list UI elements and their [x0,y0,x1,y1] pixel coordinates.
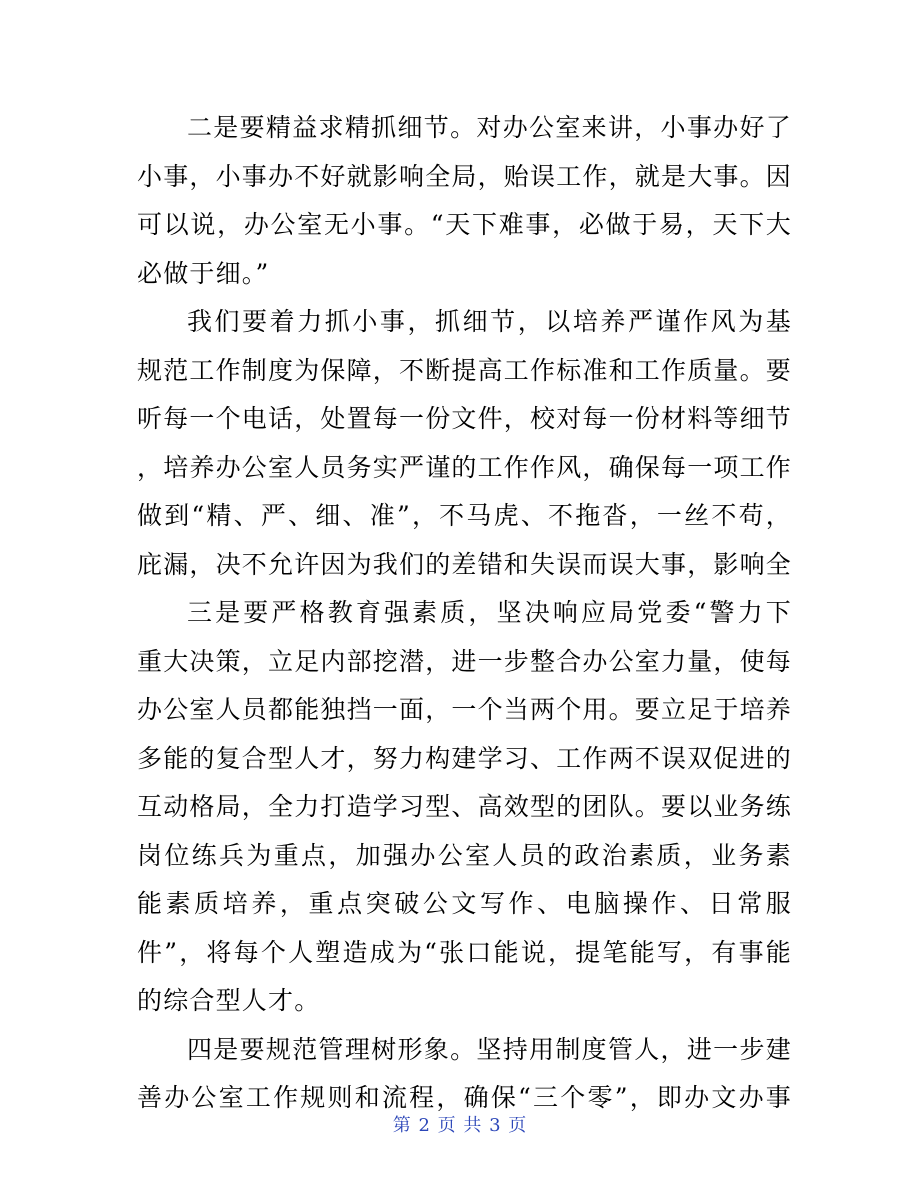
text-line: 庇漏，决不允许因为我们的差错和失误而误大事，影响全 [137,549,792,579]
text-line: 三是要严格教育强素质，坚决响应局党委“警力下 [187,598,792,627]
text-line: 做到“精、严、细、准”，不马虎、不拖沓，一丝不苟， [137,501,792,530]
text-line: 小事，小事办不好就影响全局，贻误工作，就是大事。因 [137,161,792,191]
text-line: 可以说，办公室无小事。“天下难事，必做于易，天下大 [137,210,792,239]
text-line: 重大决策，立足内部挖潜，进一步整合办公室力量，使每 [137,646,792,676]
page-footer: 第 2 页 共 3 页 [392,1115,528,1136]
text-line: 四是要规范管理树形象。坚持用制度管人，进一步建 [187,1034,792,1064]
text-line: 二是要精益求精抓细节。对办公室来讲，小事办好了 [187,113,792,142]
text-line: 我们要着力抓小事，抓细节，以培养严谨作风为基 [187,307,792,336]
text-line: 办公室人员都能独挡一面，一个当两个用。要立足于培养 [137,695,792,724]
text-line: 岗位练兵为重点，加强办公室人员的政治素质，业务素 [137,840,792,870]
text-line: 规范工作制度为保障，不断提高工作标准和工作质量。要 [137,355,792,385]
text-line: 能素质培养，重点突破公文写作、电脑操作、日常服 [137,889,792,918]
text-line: ，培养办公室人员务实严谨的工作作风，确保每一项工作 [137,452,792,482]
text-line: 件”，将每个人塑造成为“张口能说，提笔能写，有事能 [137,937,792,967]
body-text [137,104,792,1123]
text-line: 善办公室工作规则和流程，确保“三个零”，即办文办事 [137,1083,792,1112]
text-line: 听每一个电话，处置每一份文件，校对每一份材料等细节 [137,404,792,433]
text-line: 的综合型人才。 [137,986,321,1015]
text-line: 互动格局，全力打造学习型、高效型的团队。要以业务练 [137,792,792,821]
text-line: 多能的复合型人才，努力构建学习、工作两不误双促进的 [137,743,792,773]
text-line: 必做于细。” [137,258,270,288]
